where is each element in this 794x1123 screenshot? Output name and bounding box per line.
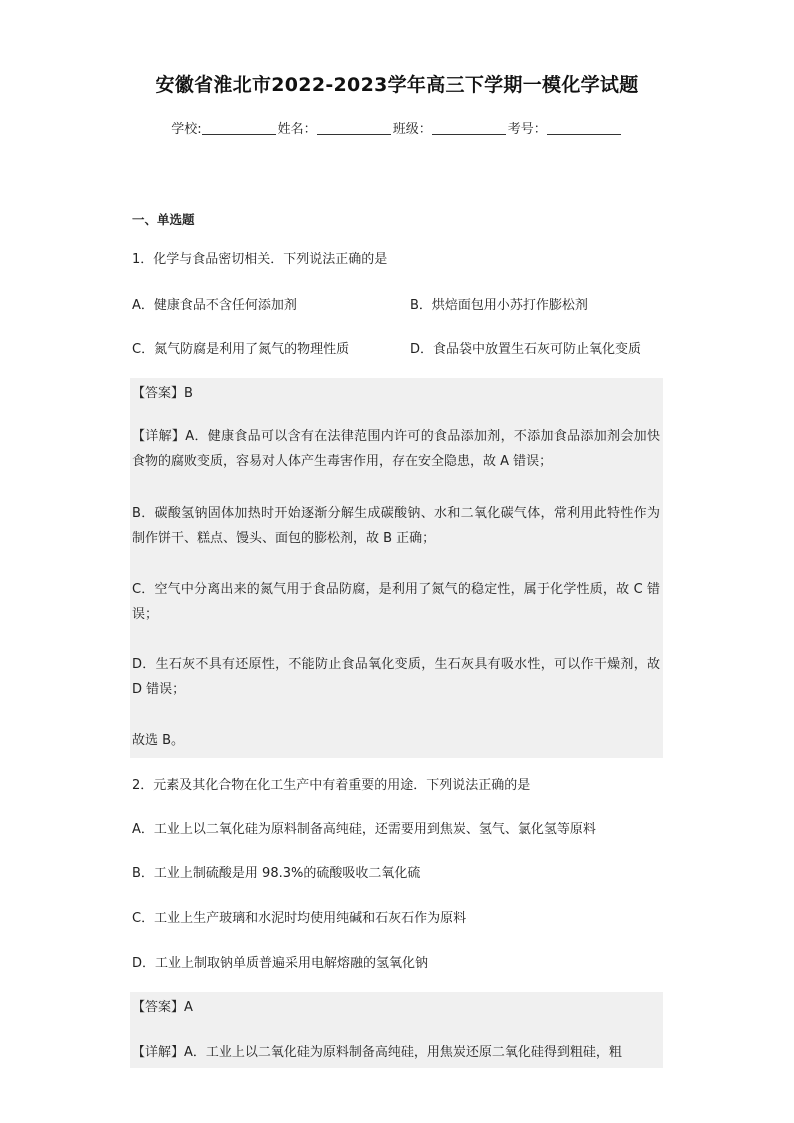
school-blank[interactable] bbox=[202, 122, 276, 135]
student-info-row bbox=[0, 118, 794, 137]
name-blank[interactable] bbox=[317, 122, 391, 135]
q1-option-c: C．氮气防腐是利用了氮气的物理性质 bbox=[132, 342, 350, 357]
q1-detail-c: C．空气中分离出来的氮气用于食品防腐，是利用了氮气的稳定性，属于化学性质，故 C 错误； bbox=[132, 582, 660, 622]
q1-detail-d: D．生石灰不具有还原性，不能防止食品氧化变质，生石灰具有吸水性，可以作干燥剂，故 D 错误； bbox=[132, 657, 660, 697]
q2-option-b: B．工业上制硫酸是用 98.3%的硫酸吸收二氧化硫 bbox=[132, 866, 421, 881]
q2-option-d: D．工业上制取钠单质普遍采用电解熔融的氢氧化钠 bbox=[132, 956, 429, 971]
q2-option-a: A．工业上以二氧化硅为原料制备高纯硅，还需要用到焦炭、氢气、氯化氢等原料 bbox=[132, 822, 596, 837]
q2-answer: 【答案】A bbox=[132, 1000, 193, 1015]
q1-option-b: B．烘焙面包用小苏打作膨松剂 bbox=[410, 298, 588, 313]
q1-option-d: D．食品袋中放置生石灰可防止氧化变质 bbox=[410, 342, 642, 357]
q2-option-c: C．工业上生产玻璃和水泥时均使用纯碱和石灰石作为原料 bbox=[132, 911, 467, 926]
school-label: 学校: bbox=[171, 122, 202, 137]
q1-option-a: A．健康食品不含任何添加剂 bbox=[132, 298, 297, 313]
name-label: 姓名： bbox=[277, 122, 317, 137]
page-title: 安徽省淮北市2022-2023学年高三下学期一模化学试题 bbox=[155, 74, 639, 96]
q2-detail-a: 【详解】A．工业上以二氧化硅为原料制备高纯硅，用焦炭还原二氧化硅得到粗硅，粗 bbox=[132, 1045, 622, 1060]
class-blank[interactable] bbox=[432, 122, 506, 135]
section-heading: 一、单选题 bbox=[132, 212, 195, 227]
q2-stem: 2．元素及其化合物在化工生产中有着重要的用途．下列说法正确的是 bbox=[132, 778, 531, 793]
q1-conclusion: 故选 B。 bbox=[132, 733, 185, 748]
q1-answer: 【答案】B bbox=[132, 386, 193, 401]
number-blank[interactable] bbox=[547, 122, 621, 135]
q1-stem: 1．化学与食品密切相关．下列说法正确的是 bbox=[132, 252, 388, 267]
q1-detail-b: B．碳酸氢钠固体加热时开始逐渐分解生成碳酸钠、水和二氧化碳气体，常利用此特性作为制作饼干、糕点、馒头、面包的膨松剂，故 B 正确； bbox=[132, 506, 660, 546]
class-label: 班级： bbox=[392, 122, 432, 137]
number-label: 考号： bbox=[507, 122, 547, 137]
q1-detail-a: 【详解】A．健康食品可以含有在法律范围内许可的食品添加剂，不添加食品添加剂会加快食物的腐败变质，容易对人体产生毒害作用，存在安全隐患，故 A 错误； bbox=[132, 429, 660, 469]
